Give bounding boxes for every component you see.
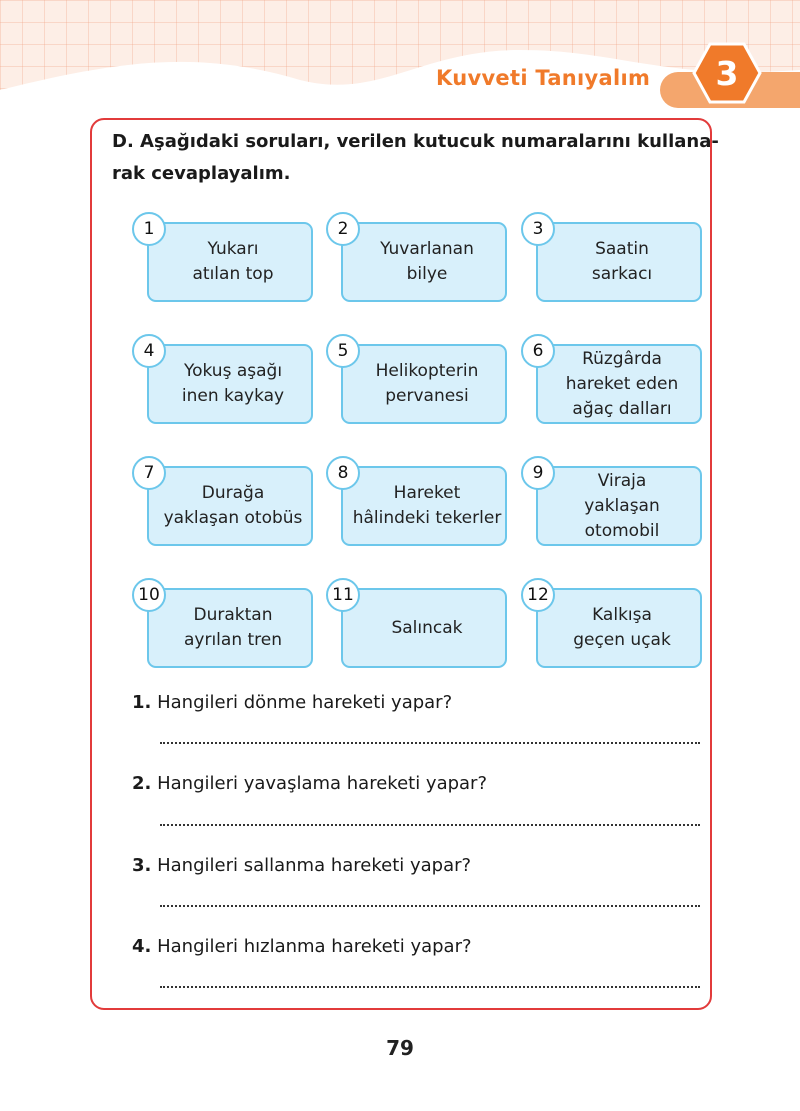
card-label-line: otomobil — [584, 520, 660, 541]
card-number-badge: 5 — [326, 334, 360, 368]
card-label-line: Kalkışa — [592, 605, 652, 625]
question-2 — [132, 773, 487, 794]
card-label-line: yaklaşan — [584, 495, 660, 516]
card-6 — [536, 344, 702, 424]
question-1 — [132, 692, 452, 713]
answer-line-3[interactable] — [160, 903, 700, 907]
question-text: Hangileri sallanma hareketi yapar? — [157, 855, 472, 876]
instruction-text — [112, 126, 719, 190]
card-label-line: ağaç dalları — [572, 398, 672, 419]
card-label-line: sarkacı — [591, 264, 653, 284]
card-number-badge: 8 — [326, 456, 360, 490]
card-label-line: Yukarı — [207, 239, 259, 259]
card-1 — [147, 222, 313, 302]
card-label-line: geçen uçak — [573, 630, 671, 650]
card-number-badge: 9 — [521, 456, 555, 490]
card-label-line: atılan top — [192, 264, 274, 284]
card-10 — [147, 588, 313, 668]
card-number-badge: 1 — [132, 212, 166, 246]
question-number: 2. — [132, 773, 152, 794]
answer-line-1[interactable] — [160, 740, 700, 744]
card-label-line: bilye — [406, 264, 448, 284]
card-label-line: Yokuş aşağı — [183, 361, 283, 381]
card-4 — [147, 344, 313, 424]
card-label-line: yaklaşan otobüs — [163, 508, 303, 528]
card-label-line: hâlindeki tekerler — [352, 508, 502, 528]
card-number-badge: 2 — [326, 212, 360, 246]
page-number: 79 — [386, 1036, 414, 1060]
card-number-badge: 4 — [132, 334, 166, 368]
card-label-line: Durağa — [201, 483, 265, 503]
chapter-number: 3 — [715, 53, 739, 93]
card-12 — [536, 588, 702, 668]
answer-line-2[interactable] — [160, 822, 700, 826]
card-11 — [341, 588, 507, 668]
card-label-line: Rüzgârda — [582, 348, 662, 369]
card-number-badge: 12 — [521, 578, 555, 612]
question-4 — [132, 936, 472, 957]
card-number-badge: 10 — [132, 578, 166, 612]
answer-line-4[interactable] — [160, 984, 700, 988]
card-7 — [147, 466, 313, 546]
card-3 — [536, 222, 702, 302]
card-label-line: Saatin — [595, 239, 649, 259]
question-number: 3. — [132, 855, 152, 876]
instruction-line: D. Aşağıdaki soruları, verilen kutucuk numaralarını kullana- — [112, 131, 719, 152]
card-label-line: Helikopterin — [375, 361, 479, 381]
card-label-line: Duraktan — [193, 605, 273, 625]
card-label-line: pervanesi — [385, 386, 469, 406]
card-number-badge: 3 — [521, 212, 555, 246]
card-label-line: Hareket — [393, 483, 461, 503]
question-3 — [132, 855, 471, 876]
card-number-badge: 11 — [326, 578, 360, 612]
card-5 — [341, 344, 507, 424]
question-number: 1. — [132, 692, 152, 713]
card-label-line: ayrılan tren — [183, 630, 283, 650]
instruction-line: rak cevaplayalım. — [112, 163, 291, 184]
card-label-line: Yuvarlanan — [380, 239, 474, 259]
question-text: Hangileri yavaşlama hareketi yapar? — [157, 773, 488, 794]
card-label-line: Salıncak — [391, 617, 463, 638]
question-text: Hangileri hızlanma hareketi yapar? — [157, 936, 472, 957]
card-label-line: inen kaykay — [181, 386, 285, 406]
question-text: Hangileri dönme hareketi yapar? — [157, 692, 453, 713]
card-label-line: hareket eden — [565, 373, 679, 394]
card-9 — [536, 466, 702, 546]
card-number-badge: 6 — [521, 334, 555, 368]
card-number-badge: 7 — [132, 456, 166, 490]
card-2 — [341, 222, 507, 302]
card-8 — [341, 466, 507, 546]
unit-title: Kuvveti Tanıyalım — [436, 66, 651, 90]
question-number: 4. — [132, 936, 152, 957]
card-label-line: Viraja — [597, 470, 647, 491]
